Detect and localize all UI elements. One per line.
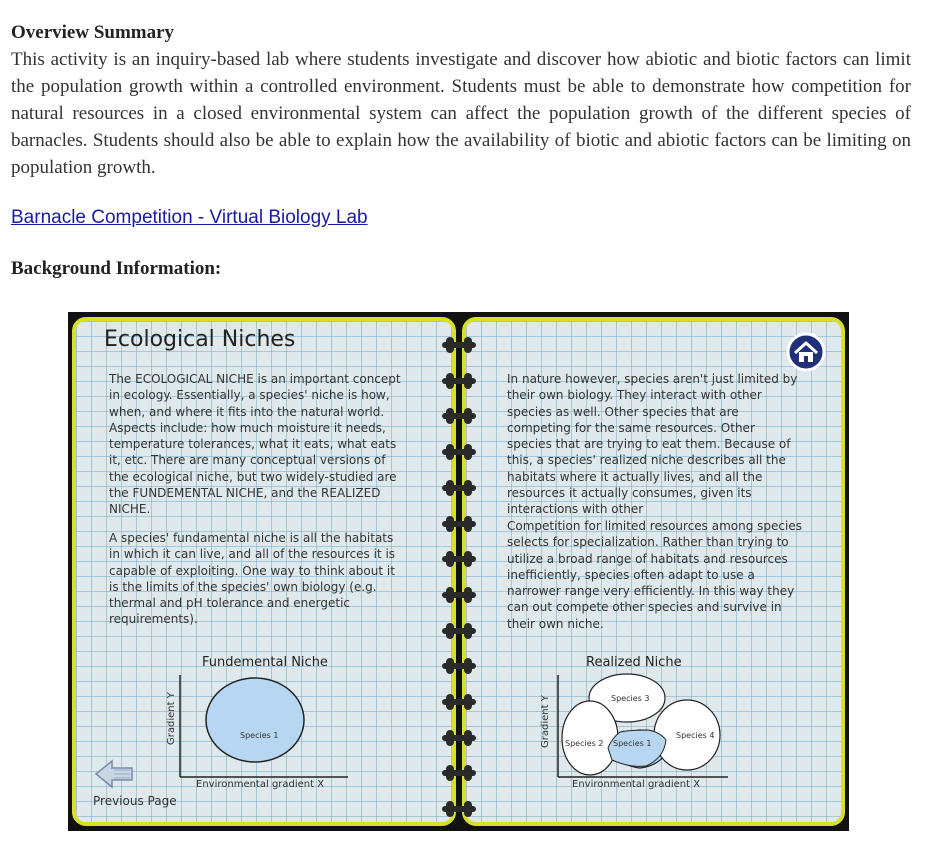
spiral-ring	[442, 376, 476, 386]
realized-species-4-label: Species 4	[676, 731, 715, 740]
realized-species-3-label: Species 3	[611, 694, 650, 703]
spiral-ring	[442, 697, 476, 707]
spiral-ring	[442, 483, 476, 493]
spiral-ring	[442, 411, 476, 421]
spiral-ring	[442, 519, 476, 529]
fundamental-niche-title: Fundemental Niche	[202, 655, 328, 670]
overview-heading: Overview Summary	[11, 22, 175, 43]
spiral-ring	[442, 447, 476, 457]
real-gradient-x-label: Environmental gradient X	[572, 779, 701, 790]
document-body	[11, 20, 911, 229]
spiral-ring	[442, 590, 476, 600]
fund-gradient-y-label: Gradient Y	[166, 692, 177, 745]
realized-species-2-label: Species 2	[565, 739, 604, 748]
right-paragraph-1: In nature however, species aren't just limited by their own biology. They interact with other species as well. Other species that are competing for the same resources. Other species that are trying to eat them. Because of this, a species' realized niche describes all the habitats where it actually lives, and all the resources it actually consumes, given its interactions with other	[507, 372, 798, 517]
previous-page-label[interactable]: Previous Page	[93, 794, 177, 808]
spiral-ring	[442, 733, 476, 743]
right-paragraph-2: Competition for limited resources among species selects for specialization. Rather than trying to utilize a broad range of habitats and resources inefficiently, species often adapt to use a narrower range very efficiently. In this way they can out compete other species and survive in their own niche.	[507, 519, 802, 631]
overview-text: This activity is an inquiry-based lab where students investigate and discover how abiotic and biotic factors can limit the population growth within a controlled environment. Students must be able to demonstrate how competition for natural resources in a closed environmental system can affect the population growth of the different species of barnacles. Students should also be able to explain how the availability of biotic and abiotic factors can be limiting on population growth.	[11, 49, 911, 178]
spiral-ring	[442, 554, 476, 564]
spiral-ring	[442, 768, 476, 778]
fund-gradient-x-label: Environmental gradient X	[196, 779, 325, 790]
realized-niche-diagram	[540, 670, 740, 790]
spiral-ring	[442, 340, 476, 350]
spiral-ring	[442, 804, 476, 814]
realized-species-1-label: Species 1	[613, 739, 652, 748]
realized-niche-title: Realized Niche	[586, 655, 682, 670]
notebook-title: Ecological Niches	[104, 327, 296, 352]
fundamental-niche-diagram	[160, 670, 360, 790]
left-arrow-icon[interactable]	[94, 758, 136, 790]
virtual-lab-link[interactable]: Barnacle Competition - Virtual Biology Lab	[11, 207, 368, 228]
home-icon[interactable]	[785, 332, 827, 372]
background-heading: Background Information:	[11, 258, 222, 279]
spiral-ring	[442, 626, 476, 636]
left-paragraph-2: A species' fundamental niche is all the habitats in which it can live, and all of the resources it is capable of exploiting. One way to think about it is the limits of the species' own biology (e.g. thermal and pH tolerance and energetic requirements).	[109, 531, 396, 627]
fund-species-1-label: Species 1	[240, 731, 279, 740]
spiral-ring	[442, 661, 476, 671]
real-gradient-y-label: Gradient Y	[540, 695, 551, 748]
left-paragraph-1: The ECOLOGICAL NICHE is an important concept in ecology. Essentially, a species' niche is how, when, and where it fits into the natural world. Aspects include: how much moisture it needs, temperature tolerances, what it eats, what eats it, etc. There are many conceptual versions of the ecological niche, but two widely-studied are the FUNDEMENTAL NICHE, and the REALIZED NICHE.	[109, 372, 401, 517]
